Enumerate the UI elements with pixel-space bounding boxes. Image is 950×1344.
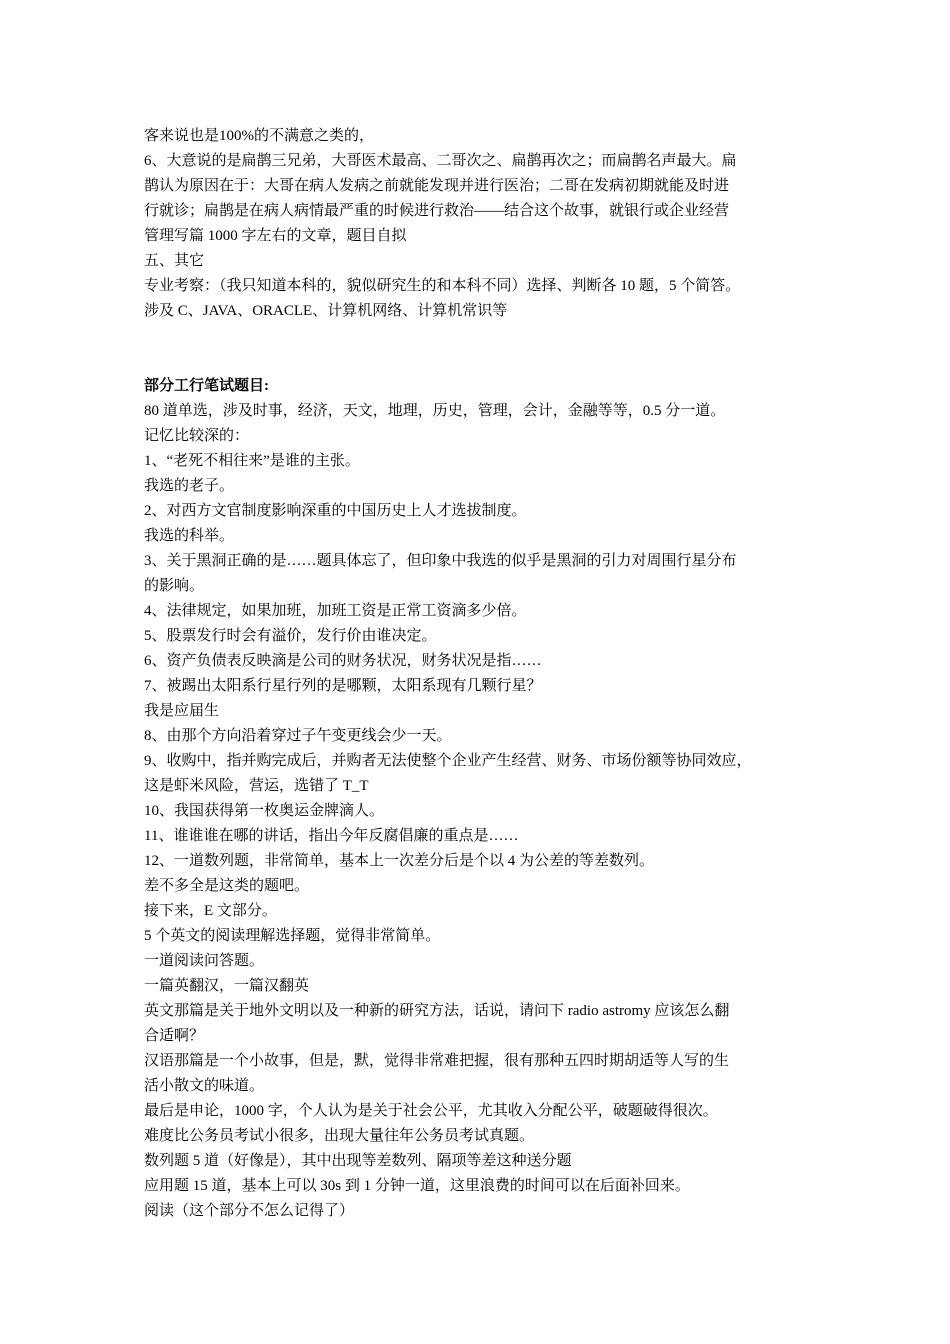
paragraph-gap: [144, 324, 824, 374]
text-line: 我选的科举。: [144, 528, 235, 544]
section-exam-questions: [144, 399, 824, 1224]
text-line: 涉及 C、JAVA、ORACLE、计算机网络、计算机常识等: [144, 303, 508, 319]
text-line: 记忆比较深的：: [144, 428, 250, 444]
text-line: 我是应届生: [144, 703, 220, 719]
text-line: 9、收购中，指并购完成后，并购者无法使整个企业产生经营、财务、市场份额等协同效应，: [144, 753, 752, 769]
text-line: 一道阅读问答题。: [144, 953, 265, 969]
text-line: 的影响。: [144, 578, 205, 594]
text-line: 差不多全是这类的题吧。: [144, 878, 310, 894]
section-intro-text: [144, 124, 824, 324]
text-line: 数列题 5 道（好像是），其中出现等差数列、隔项等差这种送分题: [144, 1153, 572, 1169]
text-line: 80 道单选，涉及时事，经济，天文，地理，历史，管理，会计，金融等等，0.5 分一道。: [144, 403, 726, 419]
text-line: 12、一道数列题，非常简单，基本上一次差分后是个以 4 为公差的等差数列。: [144, 853, 655, 869]
text-line: 6、资产负债表反映滴是公司的财务状况，财务状况是指……: [144, 653, 542, 669]
text-line: 接下来，E 文部分。: [144, 903, 277, 919]
text-line: 一篇英翻汉，一篇汉翻英: [144, 978, 310, 994]
text-line: 行就诊；扁鹊是在病人病情最严重的时候进行救治——结合这个故事，就银行或企业经营: [144, 203, 730, 219]
text-line: 活小散文的味道。: [144, 1078, 265, 1094]
text-line: 2、对西方文官制度影响深重的中国历史上人才选拔制度。: [144, 503, 527, 519]
text-line: 合适啊？: [144, 1028, 205, 1044]
text-line: 英文那篇是关于地外文明以及一种新的研究方法，话说，请问下 radio astromy 应该怎么翻: [144, 1003, 730, 1019]
text-line: 10、我国获得第一枚奥运金牌滴人。: [144, 803, 385, 819]
text-line: 应用题 15 道，基本上可以 30s 到 1 分钟一道，这里浪费的时间可以在后面补回来。: [144, 1178, 690, 1194]
document-body: [144, 124, 824, 1224]
text-line: 阅读（这个部分不怎么记得了）: [144, 1203, 355, 1219]
text-line: 最后是申论，1000 字，个人认为是关于社会公平，尤其收入分配公平，破题破得很次。: [144, 1103, 718, 1119]
text-line: 1、“老死不相往来”是谁的主张。: [144, 453, 360, 469]
text-line: 鹊认为原因在于：大哥在病人发病之前就能发现并进行医治；二哥在发病初期就能及时进: [144, 178, 730, 194]
text-line: 五、其它: [144, 253, 205, 269]
text-line: 客来说也是100%的不满意之类的，: [144, 128, 374, 144]
text-line: 我选的老子。: [144, 478, 235, 494]
text-line: 这是虾米风险，营运，选错了 T_T: [144, 778, 369, 794]
text-line: 5、股票发行时会有溢价，发行价由谁决定。: [144, 628, 437, 644]
text-line: 3、关于黑洞正确的是……题具体忘了，但印象中我选的似乎是黑洞的引力对周围行星分布: [144, 553, 737, 569]
text-line: 5 个英文的阅读理解选择题，觉得非常简单。: [144, 928, 441, 944]
text-line: 难度比公务员考试小很多，出现大量往年公务员考试真题。: [144, 1128, 535, 1144]
section-heading: 部分工行笔试题目:: [144, 378, 269, 394]
text-line: 4、法律规定，如果加班，加班工资是正常工资滴多少倍。: [144, 603, 527, 619]
text-line: 11、谁谁谁在哪的讲话，指出今年反腐倡廉的重点是……: [144, 828, 519, 844]
text-line: 汉语那篇是一个小故事，但是，默，觉得非常难把握，很有那种五四时期胡适等人写的生: [144, 1053, 730, 1069]
text-line: 7、被踢出太阳系行星行列的是哪颗，太阳系现有几颗行星？: [144, 678, 542, 694]
text-line: 8、由那个方向沿着穿过子午变更线会少一天。: [144, 728, 452, 744]
text-line: 专业考察：（我只知道本科的，貌似研究生的和本科不同）选择、判断各 10 题，5 个简答。: [144, 278, 741, 294]
text-line: 管理写篇 1000 字左右的文章，题目自拟: [144, 228, 407, 244]
text-line: 6、大意说的是扁鹊三兄弟，大哥医术最高、二哥次之、扁鹊再次之；而扁鹊名声最大。扁: [144, 153, 737, 169]
